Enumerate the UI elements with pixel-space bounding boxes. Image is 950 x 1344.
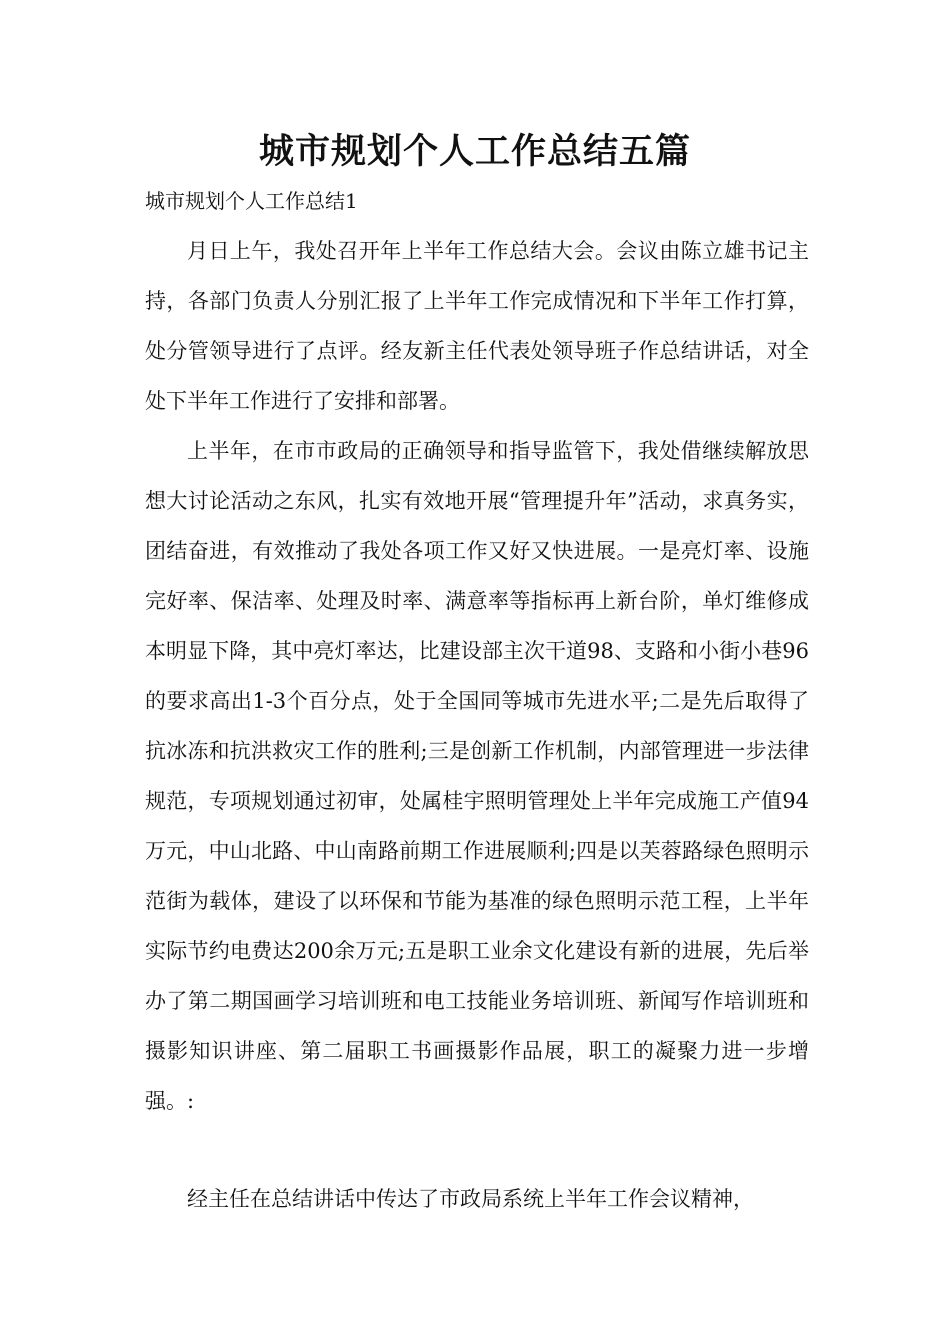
section-heading: 城市规划个人工作总结1	[145, 189, 358, 213]
paragraph-3: 经主任在总结讲话中传达了市政局系统上半年工作会议精神，	[187, 1187, 754, 1211]
paragraph-2: 上半年，在市市政局的正确领导和指导监管下，我处借继续解放思想大讨论活动之东风，扎实有效地开展“管理提升年”活动，求真务实，团结奋进，有效推动了我处各项工作又好又快进展。一是亮灯率、设施完好率、保洁率、处理及时率、满意率等指标再上新台阶，单灯维修成本明显下降，其中亮灯率达，比建设部主次干道98、支路和小街小巷96的要求高出1-3个百分点，处于全国同等城市先进水平;二是先后取得了抗冰冻和抗洪救灾工作的胜利;三是创新工作机制，内部管理进一步法律规范，专项规划通过初审，处属桂宇照明管理处上半年完成施工产值94万元，中山北路、中山南路前期工作进展顺利;四是以芙蓉路绿色照明示范街为载体，建设了以环保和节能为基准的绿色照明示范工程，上半年实际节约电费达200余万元;五是职工业余文化建设有新的进展，先后举办了第二期国画学习培训班和电工技能业务培训班、新闻写作培训班和摄影知识讲座、第二届职工书画摄影作品展，职工的凝聚力进一步增强。:	[145, 439, 809, 1113]
paragraph-1: 月日上午，我处召开年上半年工作总结大会。会议由陈立雄书记主持，各部门负责人分别汇报了上半年工作完成情况和下半年工作打算，处分管领导进行了点评。经友新主任代表处领导班子作总结讲话，对全处下半年工作进行了安排和部署。	[145, 239, 809, 413]
document-title: 城市规划个人工作总结五篇	[258, 132, 691, 172]
